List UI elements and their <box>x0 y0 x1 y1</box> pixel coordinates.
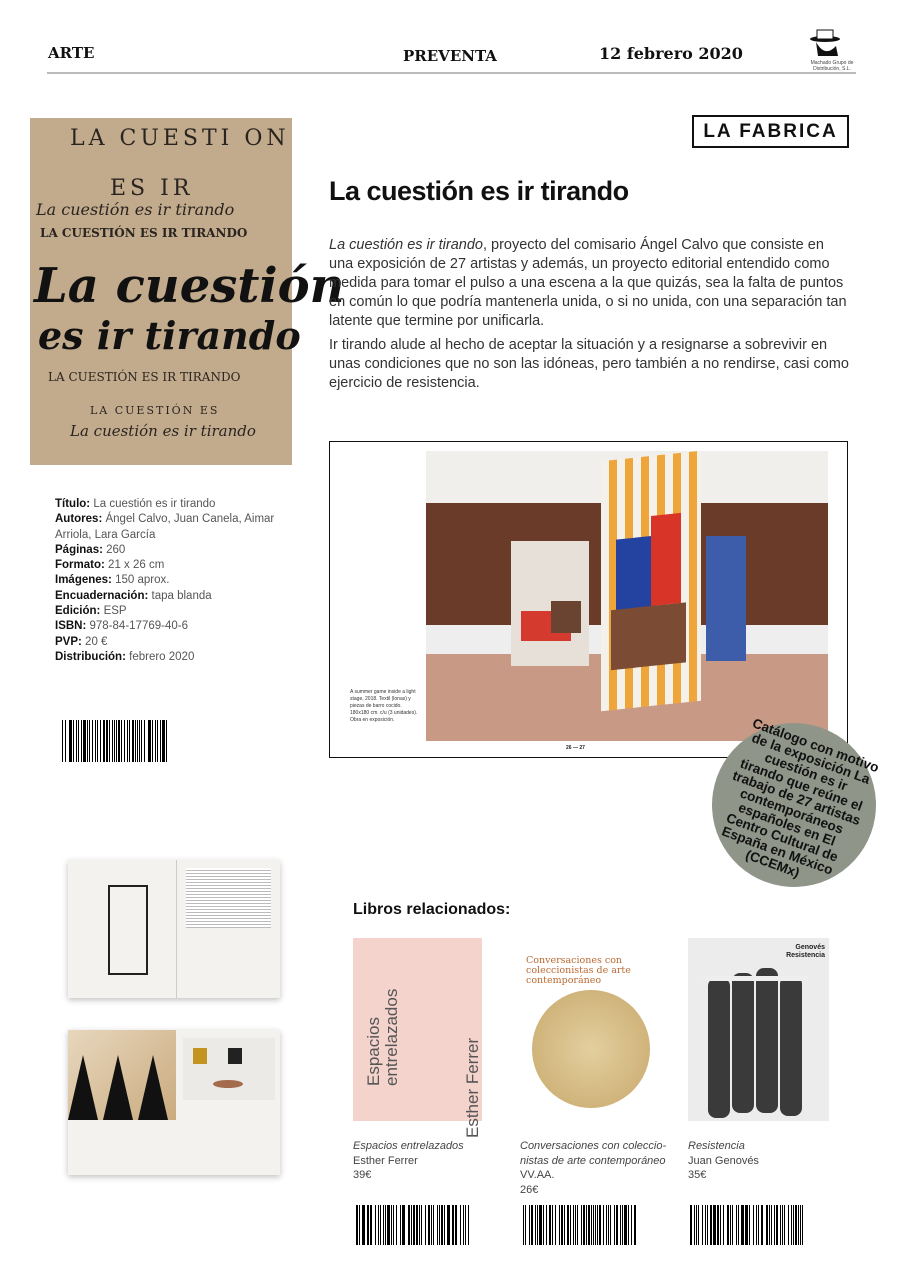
barcode-bar <box>453 1205 454 1245</box>
barcode-bar <box>766 1205 767 1245</box>
metadata-value: Ángel Calvo, Juan Canela, Aimar Arriola, Lara García <box>55 513 275 541</box>
barcode-bar <box>599 1205 601 1245</box>
book-spread-image-2 <box>68 1030 280 1175</box>
barcode-bar <box>70 720 72 762</box>
barcode-bar <box>137 720 139 762</box>
metadata-row <box>55 573 285 588</box>
barcode-bar <box>588 1205 590 1245</box>
barcode-bar <box>425 1205 426 1245</box>
book-cover-image <box>30 118 345 465</box>
barcode-bar <box>107 720 108 762</box>
barcode-bar <box>76 720 77 762</box>
barcode-bar <box>166 720 167 762</box>
book-price: 35€ <box>688 1169 707 1181</box>
metadata-row <box>55 604 285 619</box>
barcode-bar <box>447 1205 448 1245</box>
barcode-bar <box>162 720 163 762</box>
barcode-bar <box>577 1205 578 1245</box>
barcode-bar <box>795 1205 797 1245</box>
related-book-caption-2 <box>520 1139 685 1197</box>
barcode-bar <box>148 720 149 762</box>
barcode-bar <box>157 720 158 762</box>
presale-label: PREVENTA <box>403 47 497 65</box>
barcode-bar <box>468 1205 469 1245</box>
barcode-bar <box>83 720 84 762</box>
barcode-bar <box>416 1205 417 1245</box>
barcode-bar <box>95 720 96 762</box>
barcode-bar <box>152 720 153 762</box>
barcode-bar <box>774 1205 775 1245</box>
barcode-bar <box>106 720 107 762</box>
barcode-bar <box>421 1205 422 1245</box>
barcode-bar <box>367 1205 368 1245</box>
barcode-bar <box>391 1205 392 1245</box>
barcode-bar <box>84 720 86 762</box>
barcode-bar <box>408 1205 410 1245</box>
barcode-bar <box>139 720 140 762</box>
barcode-bar <box>591 1205 592 1245</box>
barcode-bar <box>782 1205 783 1245</box>
barcode-bar <box>702 1205 703 1245</box>
barcode-bar <box>597 1205 598 1245</box>
barcode-bar <box>114 720 115 762</box>
exhibition-spread-image <box>329 441 848 758</box>
book-author: Juan Genovés <box>688 1154 759 1167</box>
barcode-bar <box>81 720 82 762</box>
barcode-bar <box>400 1205 401 1245</box>
cover-text: es ir tirando <box>38 313 301 358</box>
barcode <box>356 1205 470 1245</box>
book-title: Resistencia <box>688 1140 745 1152</box>
barcode-bar <box>370 1205 372 1245</box>
barcode-bar <box>564 1205 565 1245</box>
barcode-bar <box>581 1205 582 1245</box>
barcode-bar <box>116 720 117 762</box>
related-book-cover-2[interactable] <box>520 938 650 1121</box>
barcode-bar <box>413 1205 414 1245</box>
publisher-logo: LA FABRICA <box>692 115 849 148</box>
barcode-bar <box>562 1205 563 1245</box>
barcode-bar <box>388 1205 390 1245</box>
barcode-bar <box>112 720 113 762</box>
related-book-cover-3[interactable] <box>688 938 829 1121</box>
barcode-bar <box>742 1205 743 1245</box>
barcode-bar <box>141 720 142 762</box>
cover-text: ES IR <box>110 176 194 201</box>
barcode-bar <box>608 1205 609 1245</box>
barcode-bar <box>439 1205 440 1245</box>
barcode-bar <box>552 1205 553 1245</box>
barcode-bar <box>103 720 105 762</box>
page-numbers: 26 — 27 <box>566 745 585 751</box>
barcode-bar <box>540 1205 541 1245</box>
barcode-bar <box>433 1205 434 1245</box>
barcode-bar <box>368 1205 369 1245</box>
cover-text: Conversaciones con coleccionistas de arte contemporáneo <box>526 955 631 986</box>
catalog-badge-text: Catálogo con motivo de la exposición La cuestión es ir tirando que reúne el trabajo de 27 artistas contemporáneos españoles en El Centro Cultural de España en México (CCEMx) <box>719 715 882 881</box>
related-book-cover-1[interactable] <box>353 938 482 1138</box>
metadata-value: 21 x 26 cm <box>108 559 165 572</box>
barcode-bar <box>593 1205 594 1245</box>
barcode-bar <box>771 1205 772 1245</box>
metadata-row <box>55 512 285 543</box>
artwork-striped-canvas <box>601 451 701 712</box>
barcode-bar <box>419 1205 420 1245</box>
barcode-bar <box>730 1205 731 1245</box>
metadata-row <box>55 635 285 650</box>
barcode-bar <box>614 1205 615 1245</box>
barcode-bar <box>717 1205 718 1245</box>
cover-text: Espacios entrelazados <box>364 988 401 1086</box>
barcode-bar <box>402 1205 403 1245</box>
barcode-bar <box>363 1205 364 1245</box>
barcode-bar <box>718 1205 719 1245</box>
barcode-bar <box>356 1205 358 1245</box>
barcode-bar <box>784 1205 785 1245</box>
barcode-bar <box>465 1205 466 1245</box>
barcode-bar <box>741 1205 742 1245</box>
barcode-bar <box>73 720 74 762</box>
barcode-bar <box>746 1205 748 1245</box>
barcode-bar <box>567 1205 569 1245</box>
section-label: ARTE <box>48 44 95 62</box>
metadata-key: Imágenes: <box>55 574 112 587</box>
barcode-bar <box>780 1205 781 1245</box>
artwork-canvas <box>511 541 589 666</box>
barcode-bar <box>69 720 70 762</box>
barcode-bar <box>798 1205 799 1245</box>
distributor-logo-caption: Machado Grupo de Distribución, S.L. <box>810 60 854 72</box>
metadata-key: ISBN: <box>55 620 87 633</box>
barcode-bar <box>132 720 133 762</box>
barcode-bar <box>625 1205 626 1245</box>
book-price: 39€ <box>353 1169 372 1181</box>
book-title: Conversaciones con coleccio-nistas de arte contemporáneo <box>520 1140 667 1167</box>
barcode-bar <box>383 1205 384 1245</box>
cover-text: La cuestión es ir tirando <box>70 422 256 440</box>
artwork-canvas <box>706 536 746 661</box>
barcode <box>62 720 168 762</box>
barcode-bar <box>452 1205 453 1245</box>
barcode-bar <box>448 1205 449 1245</box>
barcode-bar <box>129 720 130 762</box>
barcode-bar <box>736 1205 737 1245</box>
barcode-bar <box>616 1205 618 1245</box>
barcode-bar <box>437 1205 438 1245</box>
barcode-bar <box>149 720 151 762</box>
barcode-bar <box>756 1205 757 1245</box>
barcode-bar <box>753 1205 754 1245</box>
barcode-bar <box>375 1205 376 1245</box>
metadata-row <box>55 619 285 634</box>
cover-text: LA CUESTIÓN ES IR TIRANDO <box>48 370 241 384</box>
barcode-bar <box>87 720 88 762</box>
cover-illustration <box>698 958 818 1118</box>
barcode-bar <box>573 1205 574 1245</box>
barcode-bar <box>745 1205 746 1245</box>
metadata-value: 20 € <box>85 635 108 648</box>
barcode-bar <box>396 1205 397 1245</box>
cover-text: Esther Ferrer <box>463 1037 482 1138</box>
metadata-row <box>55 497 285 512</box>
barcode-bar <box>610 1205 611 1245</box>
metadata-key: Autores: <box>55 513 103 526</box>
barcode-bar <box>707 1205 708 1245</box>
barcode-bar <box>460 1205 461 1245</box>
description-paragraph-2: Ir tirando alude al hecho de aceptar la situación y a resignarse a sobrevivir en unas condiciones que no son las idóneas, pero también a no rendirse, casi como ejercicio de resistencia. <box>329 337 849 391</box>
barcode-bar <box>525 1205 526 1245</box>
barcode-bar <box>631 1205 632 1245</box>
book-metadata <box>55 497 285 665</box>
barcode-bar <box>622 1205 623 1245</box>
barcode-bar <box>628 1205 629 1245</box>
barcode-bar <box>89 720 90 762</box>
barcode-bar <box>118 720 120 762</box>
book-price: 26€ <box>520 1183 539 1196</box>
barcode-bar <box>535 1205 536 1245</box>
book-spread-image-1 <box>68 860 280 998</box>
barcode-bar <box>690 1205 692 1245</box>
metadata-row <box>55 650 285 665</box>
barcode-bar <box>411 1205 412 1245</box>
barcode-bar <box>441 1205 443 1245</box>
cover-text: La cuestión es ir tirando <box>36 200 235 219</box>
barcode-bar <box>559 1205 560 1245</box>
cover-text: Genovés Resistencia <box>786 944 825 959</box>
cover-text: LA CUESTI ON <box>70 126 290 151</box>
barcode-bar <box>800 1205 801 1245</box>
barcode-bar <box>606 1205 607 1245</box>
spread-artwork <box>108 885 148 975</box>
barcode-bar <box>788 1205 789 1245</box>
barcode-bar <box>121 720 122 762</box>
metadata-key: Edición: <box>55 605 101 618</box>
cover-text: LA CUESTIÓN ES IR TIRANDO <box>40 226 248 240</box>
barcode-bar <box>802 1205 803 1245</box>
barcode-bar <box>761 1205 763 1245</box>
barcode-bar <box>793 1205 794 1245</box>
barcode-bar <box>603 1205 604 1245</box>
book-title: Espacios entrelazados <box>353 1140 464 1152</box>
barcode-bar <box>537 1205 538 1245</box>
book-author: VV.AA. <box>520 1169 555 1181</box>
barcode-bar <box>705 1205 706 1245</box>
barcode-bar <box>698 1205 699 1245</box>
date-label: 12 febrero 2020 <box>599 44 743 63</box>
barcode-bar <box>380 1205 381 1245</box>
barcode-bar <box>546 1205 547 1245</box>
metadata-value: La cuestión es ir tirando <box>93 498 216 510</box>
metadata-key: Encuadernación: <box>55 589 149 602</box>
barcode-bar <box>758 1205 759 1245</box>
metadata-key: PVP: <box>55 635 82 648</box>
header-divider <box>47 72 856 74</box>
barcode-bar <box>543 1205 544 1245</box>
barcode-bar <box>135 720 136 762</box>
spread-text <box>186 868 271 928</box>
barcode-bar <box>133 720 134 762</box>
barcode-bar <box>62 720 63 762</box>
barcode-bar <box>713 1205 714 1245</box>
barcode <box>523 1205 637 1245</box>
barcode-bar <box>92 720 93 762</box>
barcode-bar <box>583 1205 584 1245</box>
barcode-bar <box>531 1205 533 1245</box>
metadata-value: ESP <box>103 605 127 618</box>
barcode-bar <box>78 720 79 762</box>
barcode-bar <box>624 1205 625 1245</box>
barcode-bar <box>163 720 165 762</box>
barcode-bar <box>732 1205 733 1245</box>
barcode-bar <box>359 1205 360 1245</box>
barcode-bar <box>575 1205 576 1245</box>
barcode-bar <box>463 1205 464 1245</box>
barcode-bar <box>769 1205 770 1245</box>
description-italic-title: La cuestión es ir tirando <box>329 237 483 253</box>
metadata-row <box>55 558 285 573</box>
barcode-bar <box>387 1205 388 1245</box>
barcode-bar <box>428 1205 430 1245</box>
cover-illustration <box>532 990 650 1108</box>
barcode-bar <box>362 1205 363 1245</box>
metadata-value: tapa blanda <box>151 589 212 602</box>
barcode-bar <box>65 720 66 762</box>
barcode-bar <box>417 1205 418 1245</box>
metadata-key: Páginas: <box>55 543 103 556</box>
barcode-bar <box>109 720 110 762</box>
barcode-bar <box>694 1205 695 1245</box>
barcode-bar <box>720 1205 721 1245</box>
barcode-bar <box>455 1205 457 1245</box>
description-paragraph-1 <box>329 236 849 331</box>
barcode-bar <box>124 720 125 762</box>
barcode-bar <box>529 1205 530 1245</box>
barcode-bar <box>738 1205 739 1245</box>
barcode-bar <box>160 720 161 762</box>
barcode-bar <box>97 720 98 762</box>
metadata-value: febrero 2020 <box>129 650 195 663</box>
barcode-bar <box>155 720 156 762</box>
barcode-bar <box>555 1205 556 1245</box>
barcode-bar <box>100 720 101 762</box>
related-book-caption-1 <box>353 1139 518 1183</box>
metadata-key: Título: <box>55 498 91 510</box>
barcode-bar <box>444 1205 445 1245</box>
barcode-bar <box>523 1205 524 1245</box>
cover-text: La cuestión <box>34 258 345 314</box>
metadata-key: Distribución: <box>55 650 126 663</box>
barcode-bar <box>561 1205 562 1245</box>
metadata-key: Formato: <box>55 559 105 572</box>
barcode-bar <box>696 1205 697 1245</box>
barcode-bar <box>570 1205 571 1245</box>
barcode <box>690 1205 804 1245</box>
barcode-bar <box>776 1205 778 1245</box>
barcode-bar <box>385 1205 386 1245</box>
book-author: Esther Ferrer <box>353 1154 418 1167</box>
barcode-bar <box>634 1205 636 1245</box>
barcode-bar <box>403 1205 404 1245</box>
barcode-bar <box>393 1205 394 1245</box>
description-text: , proyecto del comisario Ángel Calvo que consiste en una exposición de 27 artistas y además, un proyecto editorial entendido como medida para tomar el pulso a una escena a la que quizás, sea la falta de puntos en común lo que podría mantenerla unida, o si no unida, con una separación tan latente que termine por unificarla. <box>329 237 847 329</box>
barcode-bar <box>723 1205 724 1245</box>
barcode-bar <box>431 1205 432 1245</box>
distributor-logo-icon <box>808 28 842 58</box>
exhibition-photo <box>426 451 828 741</box>
barcode-bar <box>144 720 145 762</box>
metadata-value: 150 aprox. <box>115 574 170 587</box>
metadata-value: 260 <box>106 543 126 556</box>
barcode-bar <box>549 1205 551 1245</box>
barcode-bar <box>767 1205 768 1245</box>
page-title: La cuestión es ir tirando <box>329 176 629 206</box>
barcode-bar <box>749 1205 750 1245</box>
barcode-bar <box>714 1205 715 1245</box>
barcode-bar <box>791 1205 792 1245</box>
barcode-bar <box>127 720 128 762</box>
metadata-row <box>55 589 285 604</box>
barcode-bar <box>539 1205 540 1245</box>
cover-text: LA CUESTIÓN ES <box>90 404 220 417</box>
barcode-bar <box>378 1205 379 1245</box>
metadata-row <box>55 543 285 558</box>
photo-caption: A summer game inside a light stage, 2018. Textil (lonas) y piezas de barro cocido. 180x180 cm. c/u (3 unidades). Obra en exposición. <box>350 689 418 723</box>
barcode-bar <box>586 1205 587 1245</box>
barcode-bar <box>620 1205 621 1245</box>
barcode-bar <box>727 1205 729 1245</box>
metadata-value: 978-84-17769-40-6 <box>89 620 188 633</box>
related-book-caption-3 <box>688 1139 853 1183</box>
barcode-bar <box>595 1205 596 1245</box>
related-books-heading: Libros relacionados: <box>353 901 511 918</box>
barcode-bar <box>710 1205 712 1245</box>
